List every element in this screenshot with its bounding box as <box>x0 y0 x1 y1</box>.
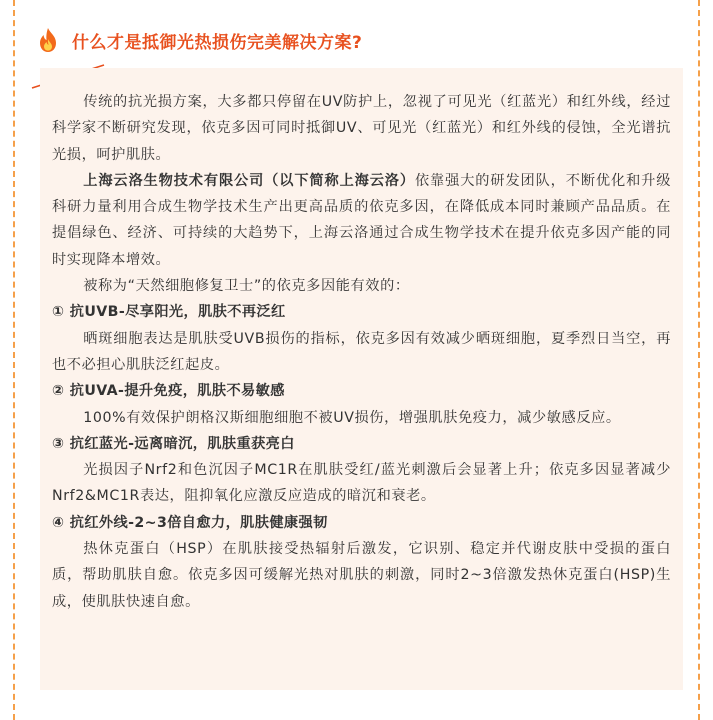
item-heading-red-blue-light: ③ 抗红蓝光-远离暗沉，肌肤重获亮白 <box>52 435 295 452</box>
section-header <box>36 24 362 56</box>
right-dashed-border <box>698 0 700 720</box>
item-heading-uva: ② 抗UVA-提升免疫，肌肤不易敏感 <box>52 383 285 400</box>
company-name: 上海云洛生物技术有限公司（以下简称上海云洛） <box>83 172 415 189</box>
item-text-red-blue-light: 光损因子Nrf2和色沉因子MC1R在肌肤受红/蓝光刺激后会显著上升；依克多因显著减少Nrf2&MC1R表达，阻抑氧化应激反应造成的暗沉和衰老。 <box>52 462 671 505</box>
flame-icon <box>36 27 60 53</box>
left-dashed-border <box>13 0 15 720</box>
paragraph-intro: 传统的抗光损方案，大多都只停留在UV防护上，忽视了可见光（红蓝光）和红外线，经过科学家不断研究发现，依克多因可同时抵御UV、可见光（红蓝光）和红外线的侵蚀，全光谱抗光损，呵护肌肤。 <box>52 94 671 163</box>
company-description: 依靠强大的研发团队，不断优化和升级科研力量利用合成生物学技术生产出更高品质的依克多因，在降低成本同时兼顾产品品质。在提倡绿色、经济、可持续的大趋势下，上海云洛通过合成生物学技术在提升依克多因产能的同时实现降本增效。 <box>52 172 672 268</box>
item-text-uvb: 晒斑细胞表达是肌肤受UVB损伤的指标，依克多因有效减少晒斑细胞，夏季烈日当空，再也不必担心肌肤泛红起皮。 <box>52 330 671 373</box>
item-heading-uvb: ① 抗UVB-尽享阳光，肌肤不再泛红 <box>52 304 286 321</box>
content-panel <box>40 68 683 690</box>
item-heading-infrared: ④ 抗红外线-2~3倍自愈力，肌肤健康强韧 <box>52 514 328 531</box>
item-text-uva: 100%有效保护朗格汉斯细胞细胞不被UV损伤，增强肌肤免疫力，减少敏感反应。 <box>83 409 621 426</box>
paragraph-lead: 被称为“天然细胞修复卫士”的依克多因能有效的： <box>83 278 410 295</box>
item-text-infrared: 热休克蛋白（HSP）在肌肤接受热辐射后激发，它识别、稳定并代谢皮肤中受损的蛋白质，帮助肌肤自愈。依克多因可缓解光热对肌肤的刺激，同时2~3倍激发热休克蛋白(HSP)生成，使肌肤快速自愈。 <box>52 541 671 610</box>
page-title: 什么才是抵御光热损伤完美解决方案? <box>72 32 363 53</box>
paragraph-company <box>52 168 671 273</box>
